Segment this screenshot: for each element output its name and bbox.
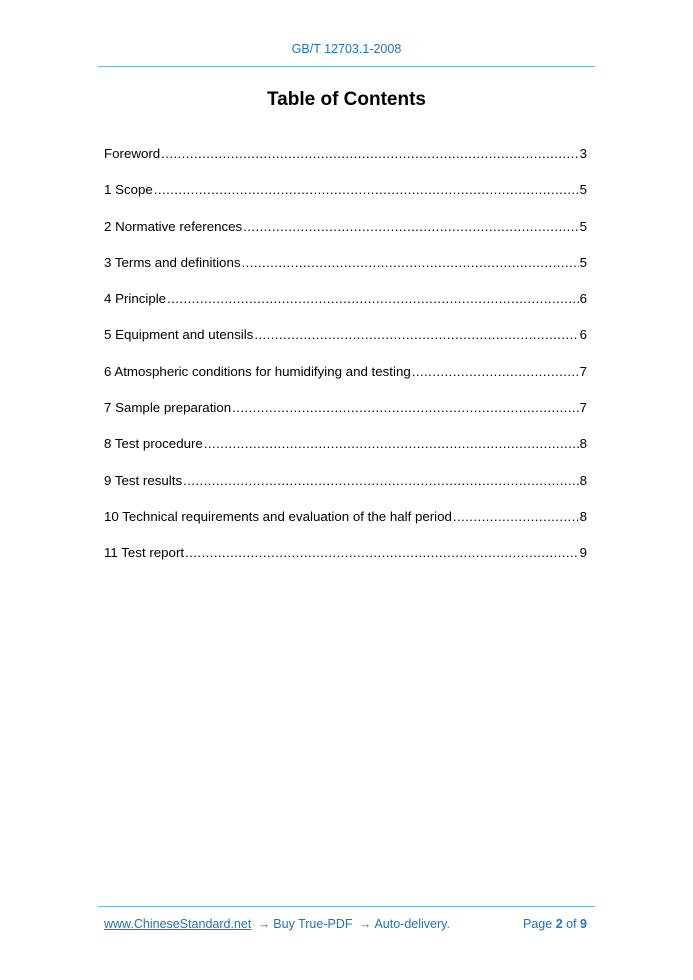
toc-entry-page: 7 [579,363,587,379]
toc-entry-terms-and-definitions[interactable] [104,254,587,290]
toc-entry-test-report[interactable] [104,544,587,580]
toc-leader-dots [167,290,579,308]
toc-leader-dots [243,218,578,236]
toc-entry-test-procedure[interactable] [104,435,587,471]
document-footer [104,916,587,932]
toc-leader-dots [183,472,579,490]
toc-entry-principle[interactable] [104,290,587,326]
toc-entry-page: 6 [579,291,587,307]
toc-entry-sample-preparation[interactable] [104,399,587,435]
toc-entry-test-results[interactable] [104,472,587,508]
toc-entry-label: Foreword [104,146,161,161]
arrow-right-icon: → [257,917,271,931]
table-of-contents [104,145,587,581]
toc-entry-page: 5 [579,218,587,234]
toc-leader-dots [254,326,578,344]
current-page: 2 [555,917,563,931]
toc-entry-label: 6 Atmospheric conditions for humidifying and testing [104,363,411,379]
page-word: Page [523,917,553,931]
header-divider [98,66,595,67]
toc-leader-dots [161,145,578,163]
toc-entry-label: 10 Technical requirements and evaluation of the half period [104,508,452,524]
toc-entry-page: 9 [579,545,587,561]
toc-entry-label: 4 Principle [104,291,167,307]
toc-entry-page: 3 [579,146,587,161]
toc-leader-dots [185,544,579,562]
toc-leader-dots [453,508,579,526]
toc-entry-page: 7 [579,400,587,416]
toc-entry-foreword[interactable] [104,145,587,181]
toc-entry-label: 8 Test procedure [104,436,203,452]
standard-id: GB/T 12703.1-2008 [291,42,402,56]
toc-leader-dots [242,254,579,272]
toc-entry-page: 5 [579,182,587,198]
toc-entry-equipment-and-utensils[interactable] [104,326,587,362]
toc-entry-label: 3 Terms and definitions [104,254,241,270]
toc-entry-scope[interactable] [104,181,587,217]
document-header [0,41,693,57]
toc-entry-label: 11 Test report [104,545,185,561]
toc-entry-page: 5 [579,254,587,270]
toc-entry-label: 9 Test results [104,472,183,488]
toc-entry-technical-requirements[interactable] [104,508,587,544]
page-title: Table of Contents [266,89,427,110]
arrow-right-icon: → [358,917,372,931]
toc-leader-dots [154,181,579,199]
page-number [523,916,587,932]
total-pages: 9 [580,917,587,931]
toc-entry-atmospheric-conditions[interactable] [104,363,587,399]
toc-entry-page: 8 [579,436,587,452]
of-word: of [566,917,577,931]
toc-entry-normative-references[interactable] [104,218,587,254]
toc-entry-page: 8 [579,472,587,488]
toc-entry-label: 7 Sample preparation [104,400,232,416]
toc-entry-page: 6 [579,327,587,343]
toc-entry-label: 5 Equipment and utensils [104,327,254,343]
toc-entry-page: 8 [579,508,587,524]
toc-entry-label: 1 Scope [104,182,153,198]
toc-leader-dots [204,435,579,453]
buy-true-pdf-text: Buy True-PDF [273,917,353,931]
auto-delivery-text: Auto-delivery. [374,917,450,931]
toc-leader-dots [412,363,579,381]
footer-divider [98,906,595,907]
toc-leader-dots [232,399,578,417]
toc-entry-label: 2 Normative references [104,218,243,234]
website-link[interactable]: www.ChineseStandard.net [104,917,252,931]
